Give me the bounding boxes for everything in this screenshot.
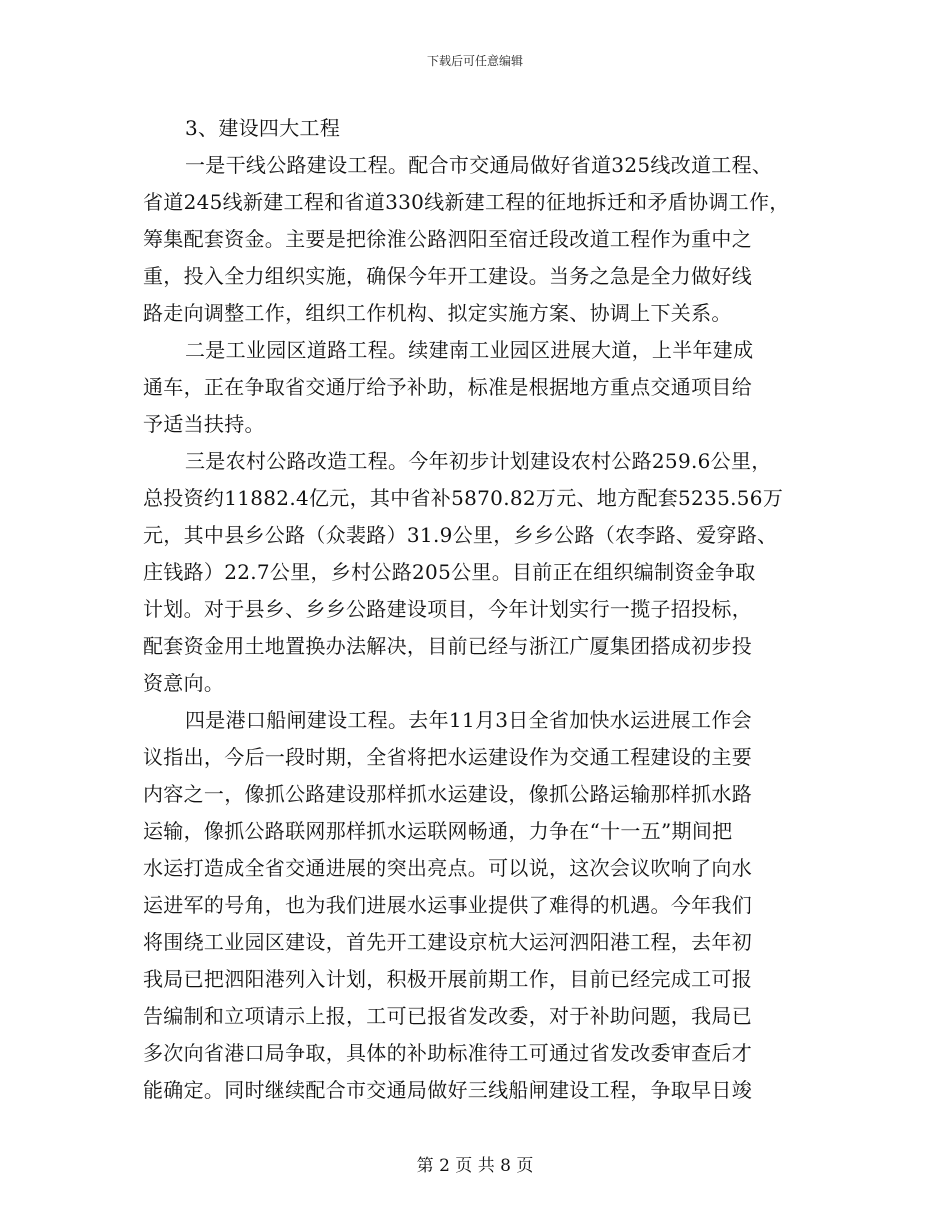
page-number-footer: 第 2 页 共 8 页 xyxy=(416,1156,534,1176)
paragraph-line: 庄钱路）22.7公里，乡村公路205公里。目前正在组织编制资金争取 xyxy=(143,560,756,584)
paragraph-line: 议指出，今后一段时期，全省将把水运建设作为交通工程建设的主要 xyxy=(143,745,752,769)
paragraph-line: 配套资金用土地置换办法解决，目前已经与浙江广厦集团搭成初步投 xyxy=(143,634,752,658)
paragraph-line: 元，其中县乡公路（众裴路）31.9公里，乡乡公路（农李路、爱穿路、 xyxy=(143,523,778,547)
paragraph-line: 资意向。 xyxy=(143,671,225,695)
paragraph-line: 总投资约11882.4亿元，其中省补5870.82万元、地方配套5235.56万 xyxy=(143,486,784,510)
paragraph-line: 能确定。同时继续配合市交通局做好三线船闸建设工程，争取早日竣 xyxy=(143,1078,752,1102)
paragraph-line: 我局已把泗阳港列入计划，积极开展前期工作，目前已经完成工可报 xyxy=(143,967,752,991)
paragraph-line: 二是工业园区道路工程。续建南工业园区进展大道，上半年建成 xyxy=(185,338,754,362)
paragraph-line: 将围绕工业园区建设，首先开工建设京杭大运河泗阳港工程，去年初 xyxy=(143,930,752,954)
section-heading: 3、建设四大工程 xyxy=(185,116,341,140)
paragraph-line: 运进军的号角，也为我们进展水运事业提供了难得的机遇。今年我们 xyxy=(143,893,752,917)
paragraph-line: 路走向调整工作，组织工作机构、拟定实施方案、协调上下关系。 xyxy=(143,301,732,325)
paragraph-line: 通车，正在争取省交通厅给予补助，标准是根据地方重点交通项目给 xyxy=(143,375,752,399)
paragraph-line: 省道245线新建工程和省道330线新建工程的征地拆迁和矛盾协调工作， xyxy=(143,190,790,214)
paragraph-line: 计划。对于县乡、乡乡公路建设项目，今年计划实行一揽子招投标， xyxy=(143,597,752,621)
paragraph-line: 水运打造成全省交通进展的突出亮点。可以说，这次会议吹响了向水 xyxy=(143,856,752,880)
paragraph-line: 三是农村公路改造工程。今年初步计划建设农村公路259.6公里， xyxy=(185,449,772,473)
paragraph-line: 告编制和立项请示上报，工可已报省发改委，对于补助问题，我局已 xyxy=(143,1004,752,1028)
paragraph-line: 运输，像抓公路联网那样抓水运联网畅通，力争在“十一五”期间把 xyxy=(143,819,733,843)
page-header: 下载后可任意编辑 xyxy=(426,54,523,68)
paragraph-line: 筹集配套资金。主要是把徐淮公路泗阳至宿迁段改道工程作为重中之 xyxy=(143,227,752,251)
paragraph-line: 多次向省港口局争取，具体的补助标准待工可通过省发改委审查后才 xyxy=(143,1041,752,1065)
paragraph-line: 四是港口船闸建设工程。去年11月3日全省加快水运进展工作会 xyxy=(185,708,752,732)
paragraph-line: 内容之一，像抓公路建设那样抓水运建设，像抓公路运输那样抓水路 xyxy=(143,782,752,806)
paragraph-line: 予适当扶持。 xyxy=(143,412,265,436)
paragraph-line: 一是干线公路建设工程。配合市交通局做好省道325线改道工程、 xyxy=(185,153,773,177)
paragraph-line: 重，投入全力组织实施，确保今年开工建设。当务之急是全力做好线 xyxy=(143,264,752,288)
